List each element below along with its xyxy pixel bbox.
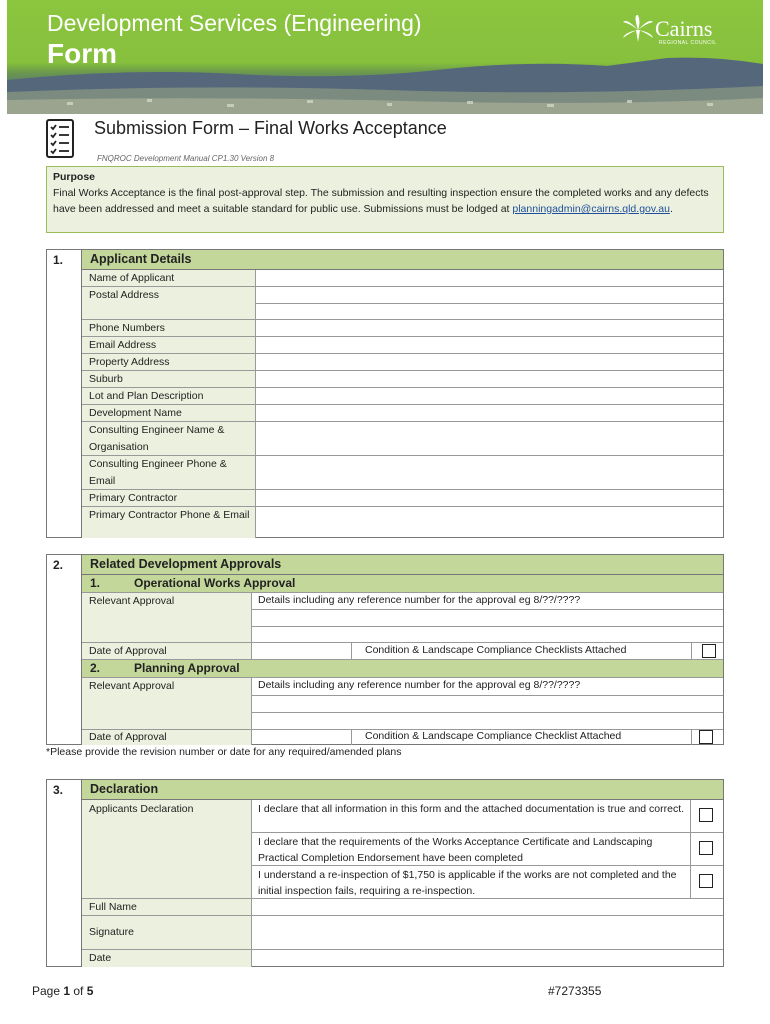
field-label: Signature <box>82 916 252 949</box>
declaration-statement: I declare that all information in this form and the attached documentation is true and correct. <box>252 800 723 833</box>
section-heading: Applicant Details <box>82 250 723 270</box>
full-name-input[interactable] <box>252 899 723 915</box>
page-title: Submission Form – Final Works Acceptance <box>94 118 447 138</box>
field-label: Date of Approval <box>82 730 252 745</box>
checklists-attached-checkbox[interactable] <box>702 644 716 658</box>
header-banner <box>7 0 763 114</box>
divider <box>252 609 723 610</box>
form-row <box>82 643 723 660</box>
cairns-logo <box>621 14 731 48</box>
purpose-heading: Purpose <box>53 171 96 183</box>
field-label: Property Address <box>82 354 256 370</box>
banner-title: Development Services (Engineering) <box>47 10 422 36</box>
form-row <box>82 422 723 456</box>
contractor-contact-input[interactable] <box>256 507 723 538</box>
operational-date-input[interactable] <box>252 643 352 659</box>
email-link[interactable]: planningadmin@cairns.qld.gov.au <box>512 203 670 215</box>
field-label: Phone Numbers <box>82 320 256 336</box>
declaration-row <box>82 800 723 899</box>
field-label: Full Name <box>82 899 252 915</box>
field-label: Lot and Plan Description <box>82 388 256 404</box>
divider <box>691 730 692 745</box>
form-row <box>82 916 723 950</box>
section-heading: Declaration <box>82 780 723 800</box>
form-row <box>82 950 723 967</box>
field-label: Date of Approval <box>82 643 252 659</box>
operational-works-heading: 1. Operational Works Approval <box>82 575 723 593</box>
form-row <box>82 405 723 422</box>
details-hint: Details including any reference number for the approval eg 8/??/???? <box>258 594 581 606</box>
planning-date-input[interactable] <box>252 730 352 745</box>
purpose-text: Final Works Acceptance is the final post-approval step. The submission and resulting inspection ensure the completed works and any defects have been addressed and meet a suitable standard for public use. Submissions must be lodged at planningadmin@cairns.qld.gov.au. <box>53 187 709 215</box>
property-address-input[interactable] <box>256 354 723 370</box>
divider <box>691 643 692 659</box>
field-label: Suburb <box>82 371 256 387</box>
form-row <box>82 320 723 337</box>
logo-text: Cairns <box>655 16 713 41</box>
phone-numbers-input[interactable] <box>256 320 723 336</box>
suburb-input[interactable] <box>256 371 723 387</box>
divider <box>252 712 723 713</box>
purpose-box <box>46 166 724 233</box>
divider <box>256 303 723 304</box>
consulting-engineer-input[interactable] <box>256 422 723 455</box>
form-row <box>82 354 723 371</box>
palm-leaf-icon <box>621 14 655 44</box>
section-applicant-details <box>46 249 724 538</box>
logo-subtext: REGIONAL COUNCIL <box>659 40 717 46</box>
checklist-label: Condition & Landscape Compliance Checklists Attached <box>365 644 627 656</box>
field-label: Primary Contractor <box>82 490 256 506</box>
name-of-applicant-input[interactable] <box>256 270 723 286</box>
form-row <box>82 287 723 320</box>
section-number: 1. <box>47 250 82 537</box>
date-input[interactable] <box>252 950 723 967</box>
form-row <box>82 730 723 745</box>
field-label: Relevant Approval <box>82 678 252 729</box>
field-label: Relevant Approval <box>82 593 252 642</box>
form-row <box>82 337 723 354</box>
field-label: Postal Address <box>82 287 256 319</box>
form-row <box>82 678 723 730</box>
checklist-icon <box>46 118 74 158</box>
engineer-contact-input[interactable] <box>256 456 723 489</box>
planning-approval-input[interactable] <box>252 678 723 729</box>
signature-input[interactable] <box>252 916 723 949</box>
form-row <box>82 593 723 643</box>
form-row <box>82 899 723 916</box>
divider <box>252 695 723 696</box>
field-label: Development Name <box>82 405 256 421</box>
declaration-true-checkbox[interactable] <box>699 808 713 822</box>
field-label: Name of Applicant <box>82 270 256 286</box>
field-label: Consulting Engineer Name & Organisation <box>82 422 256 455</box>
banner-subtitle: Form <box>47 38 117 69</box>
field-label: Email Address <box>82 337 256 353</box>
form-row <box>82 490 723 507</box>
operational-approval-input[interactable] <box>252 593 723 642</box>
reinspection-fee-checkbox[interactable] <box>699 874 713 888</box>
document-id: #7273355 <box>548 984 602 998</box>
revision-note: *Please provide the revision number or date for any required/amended plans <box>46 746 402 758</box>
section-number: 3. <box>47 780 82 966</box>
primary-contractor-input[interactable] <box>256 490 723 506</box>
manual-reference: FNQROC Development Manual CP1.30 Version 8 <box>97 154 275 163</box>
email-address-input[interactable] <box>256 337 723 353</box>
requirements-completed-checkbox[interactable] <box>699 841 713 855</box>
checklist-attached-checkbox[interactable] <box>699 730 713 744</box>
planning-approval-heading: 2. Planning Approval <box>82 660 723 678</box>
divider <box>252 626 723 627</box>
lot-plan-input[interactable] <box>256 388 723 404</box>
form-row <box>82 456 723 490</box>
details-hint: Details including any reference number for the approval eg 8/??/???? <box>258 679 581 691</box>
form-row <box>82 388 723 405</box>
checklist-label: Condition & Landscape Compliance Checklist Attached <box>365 730 622 742</box>
section-related-approvals <box>46 554 724 745</box>
field-label: Consulting Engineer Phone & Email <box>82 456 256 489</box>
field-label: Date <box>82 950 252 967</box>
declaration-statement: I declare that the requirements of the Works Acceptance Certificate and Landscaping Practical Completion Endorsement have been completed <box>252 833 723 866</box>
development-name-input[interactable] <box>256 405 723 421</box>
form-row <box>82 371 723 388</box>
section-declaration <box>46 779 724 967</box>
page-indicator: Page 1 of 5 <box>32 984 94 998</box>
section-number: 2. <box>47 555 82 744</box>
field-label: Primary Contractor Phone & Email <box>82 507 256 538</box>
section-heading: Related Development Approvals <box>82 555 723 575</box>
declaration-statement: I understand a re-inspection of $1,750 is applicable if the works are not completed and the initial inspection fails, requiring a re-inspection. <box>252 866 723 899</box>
field-label: Applicants Declaration <box>82 800 252 898</box>
form-row <box>82 507 723 538</box>
form-row <box>82 270 723 287</box>
